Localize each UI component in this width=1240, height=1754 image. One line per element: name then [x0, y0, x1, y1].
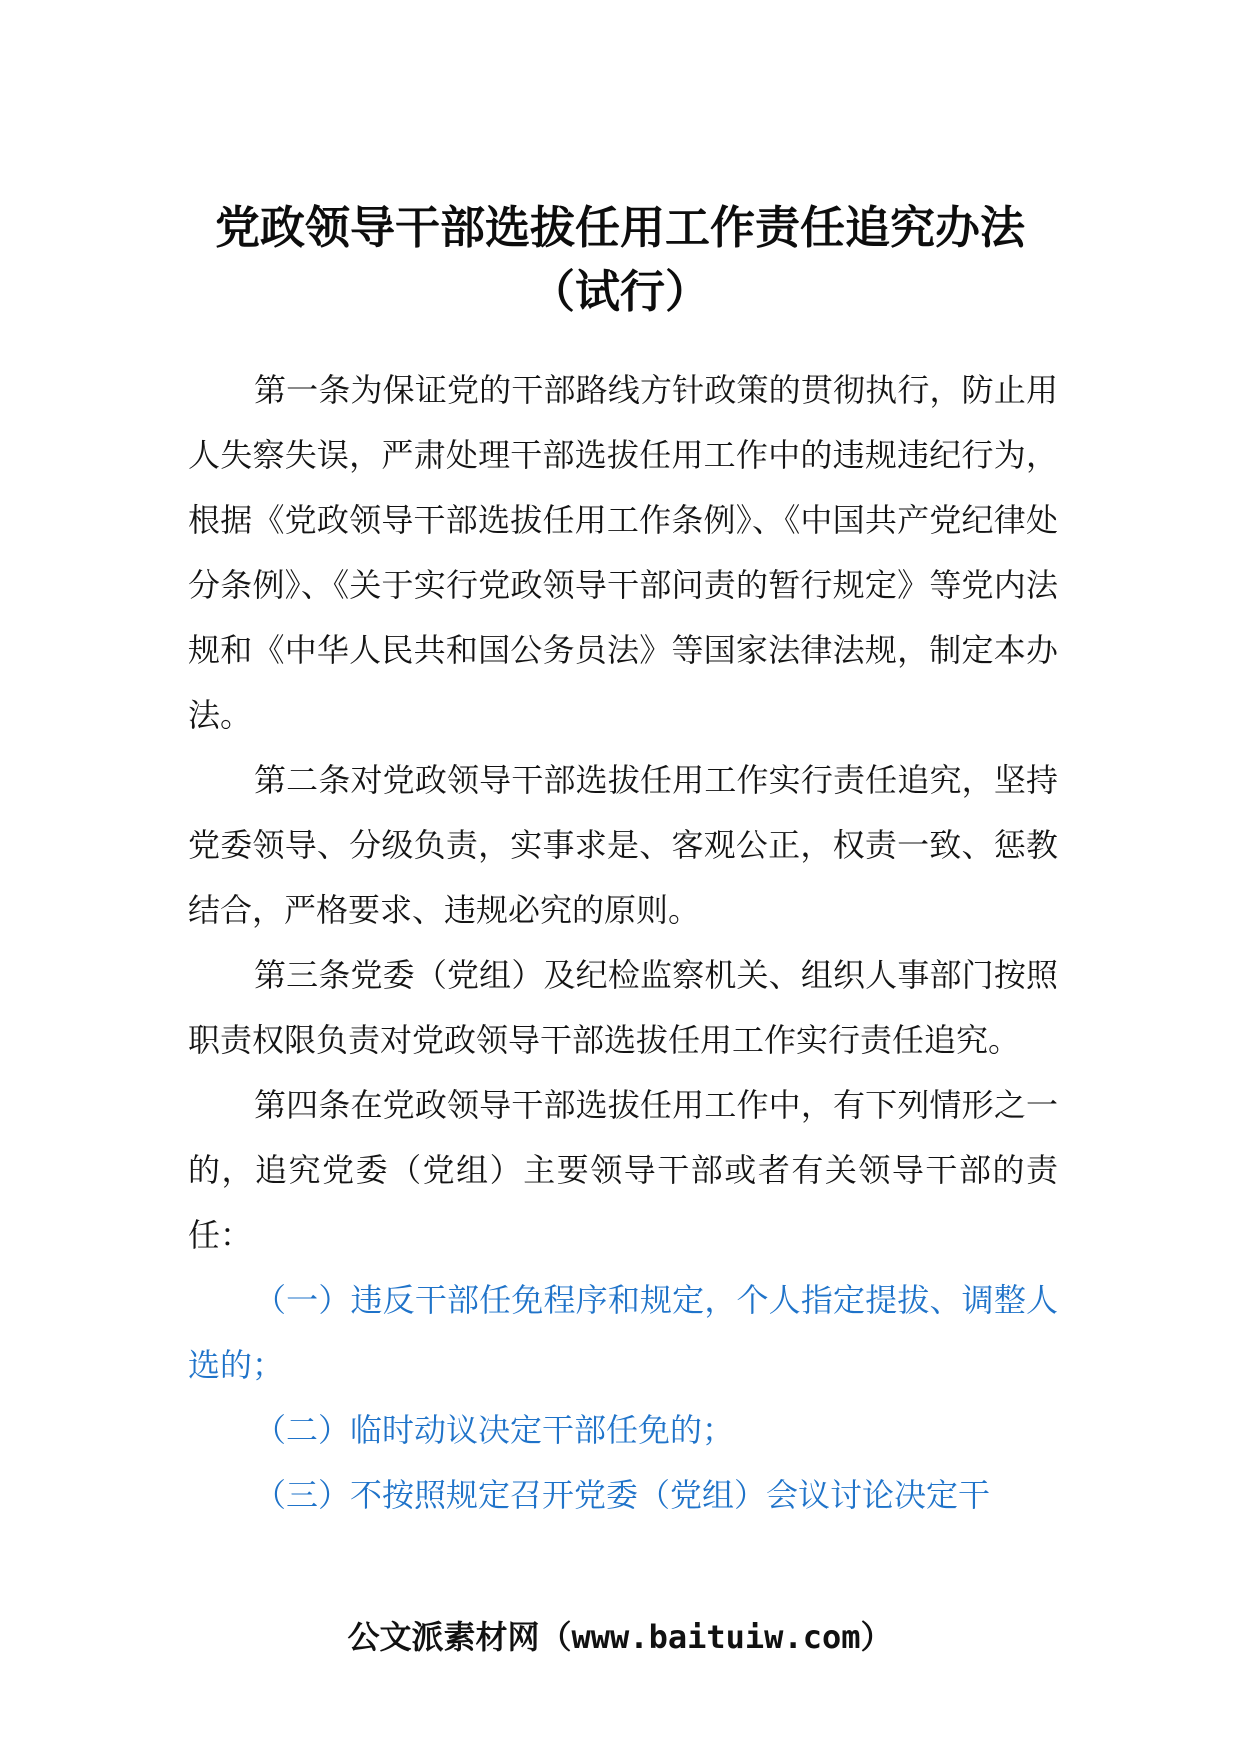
footer-close-paren: ） [860, 1618, 893, 1656]
document-title: 党政领导干部选拔任用工作责任追究办法 [214, 201, 1025, 254]
list-item-2: （二）临时动议决定干部任免的； [254, 1411, 735, 1449]
footer-watermark [0, 1615, 1240, 1659]
article-1-paragraph: 第一条为保证党的干部路线方针政策的贯彻执行，防止用人失察失误，严肃处理干部选拔任用工作中的违规违纪行为，根据《党政领导干部选拔任用工作条例》、《中国共产党纪律处分条例》、《关于实行党政领导干部问责的暂行规定》等党内法规和《中华人民共和国公务员法》等国家法律法规，制定本办法。 [188, 371, 1058, 734]
footer-url: www.baituiw.com [571, 1618, 861, 1656]
footer-site-name: 公文派素材网 [347, 1618, 540, 1656]
list-item-1: （一）违反干部任免程序和规定，个人指定提拔、调整人选的； [188, 1281, 1058, 1384]
document-subtitle: （试行） [529, 265, 710, 318]
document-body [188, 358, 1058, 1528]
footer-open-paren: （ [539, 1618, 572, 1656]
article-2-paragraph: 第二条对党政领导干部选拔任用工作实行责任追究，坚持党委领导、分级负责，实事求是、客观公正，权责一致、惩教结合，严格要求、违规必究的原则。 [188, 761, 1058, 929]
article-4-paragraph: 第四条在党政领导干部选拔任用工作中，有下列情形之一的，追究党委（党组）主要领导干部或者有关领导干部的责任： [188, 1086, 1058, 1254]
article-3-paragraph: 第三条党委（党组）及纪检监察机关、组织人事部门按照职责权限负责对党政领导干部选拔任用工作实行责任追究。 [188, 956, 1058, 1059]
list-item-3: （三）不按照规定召开党委（党组）会议讨论决定干 [254, 1476, 991, 1514]
